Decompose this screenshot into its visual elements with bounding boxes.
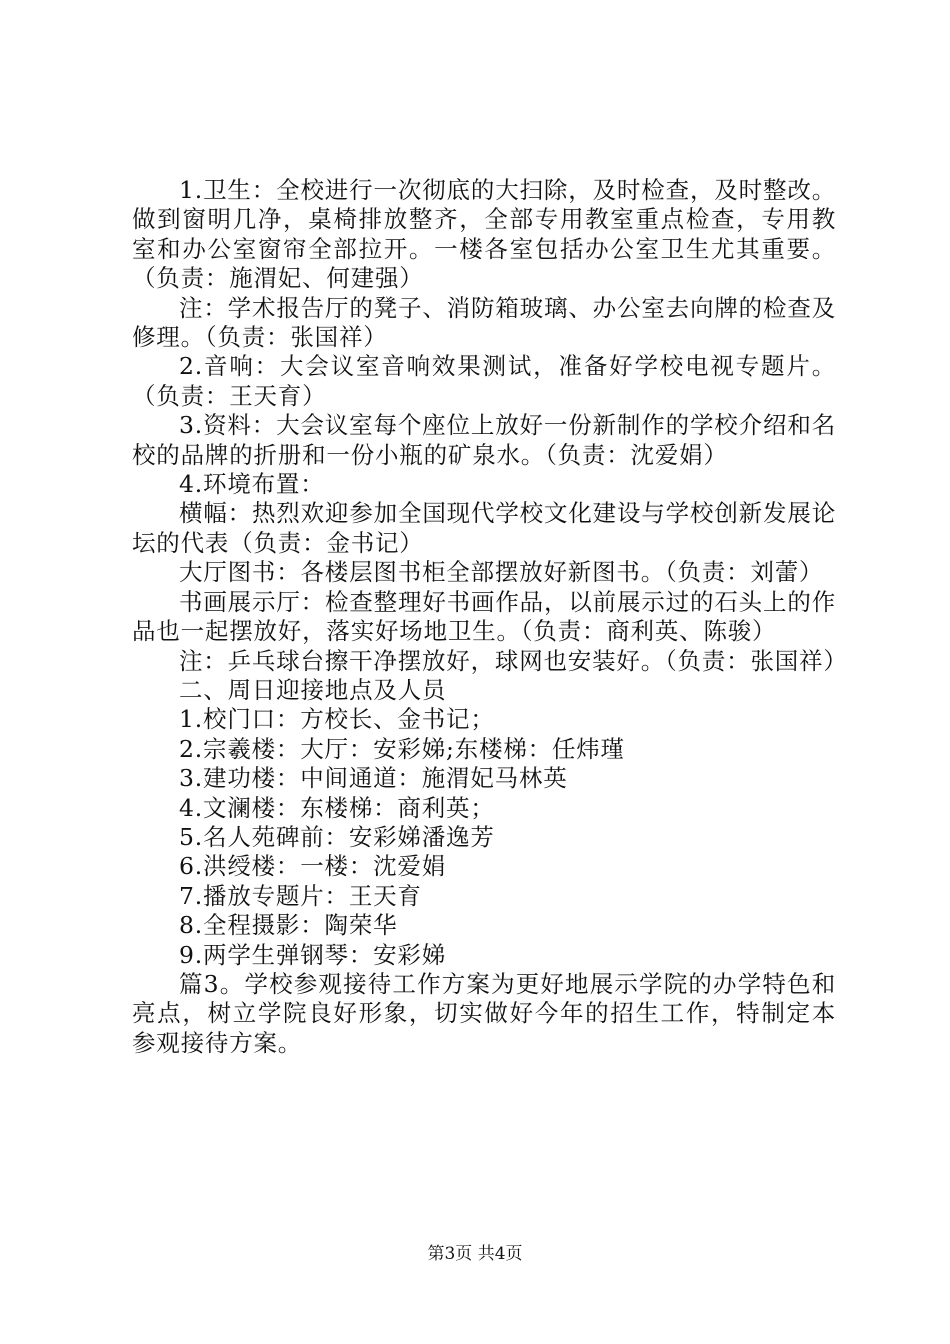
list-item-reception-8: 8.全程摄影：陶荣华	[179, 911, 398, 940]
list-item-reception-3: 3.建功楼：中间通道：施渭妃马林英	[179, 764, 568, 793]
list-item-reception-2: 2.宗羲楼：大厅：安彩娣;东楼梯：任炜瑾	[179, 734, 625, 763]
section-heading-reception: 二、周日迎接地点及人员	[179, 675, 447, 704]
paragraph-audio: 2.音响：大会议室音响效果测试，准备好学校电视专题片。（负责：王天育）	[132, 352, 836, 410]
page-footer: 第3页 共4页	[427, 1244, 523, 1264]
list-item-reception-9: 9.两学生弹钢琴：安彩娣	[179, 940, 447, 969]
paragraph-hall-books: 大厅图书：各楼层图书柜全部摆放好新图书。（负责：刘蕾）	[179, 558, 824, 587]
list-item-reception-4: 4.文澜楼：东楼梯：商利英；	[179, 793, 495, 822]
paragraph-banner: 横幅：热烈欢迎参加全国现代学校文化建设与学校创新发展论坛的代表（负责：金书记）	[132, 499, 836, 557]
document-body	[132, 176, 848, 1058]
paragraph-environment-heading: 4.环境布置：	[179, 470, 325, 499]
paragraph-note-pingpong: 注：乒乓球台擦干净摆放好，球网也安装好。（负责：张国祥）	[179, 646, 848, 675]
paragraph-chapter-3: 篇3。学校参观接待工作方案为更好地展示学院的办学特色和亮点，树立学院良好形象，切实做好今年的招生工作，特制定本参观接待方案。	[132, 969, 836, 1057]
list-item-reception-1: 1.校门口：方校长、金书记；	[179, 705, 495, 734]
list-item-reception-6: 6.洪绶楼：一楼：沈爱娟	[179, 852, 447, 881]
list-item-reception-5: 5.名人苑碑前：安彩娣潘逸芳	[179, 822, 495, 851]
list-item-reception-7: 7.播放专题片：王天育	[179, 881, 422, 910]
paragraph-note-repair: 注：学术报告厅的凳子、消防箱玻璃、办公室去向牌的检查及修理。（负责：张国祥）	[132, 293, 836, 352]
paragraph-materials: 3.资料：大会议室每个座位上放好一份新制作的学校介绍和名校的品牌的折册和一份小瓶的矿泉水。（负责：沈爱娟）	[132, 411, 836, 469]
paragraph-hygiene: 1.卫生：全校进行一次彻底的大扫除，及时检查，及时整改。做到窗明几净，桌椅排放整齐，全部专用教室重点检查，专用教室和办公室窗帘全部拉开。一楼各室包括办公室卫生尤其重要。（负责：施渭妃、何建强）	[132, 176, 836, 293]
paragraph-calligraphy-hall: 书画展示厅：检查整理好书画作品，以前展示过的石头上的作品也一起摆放好，落实好场地卫生。（负责：商利英、陈骏）	[132, 587, 836, 646]
